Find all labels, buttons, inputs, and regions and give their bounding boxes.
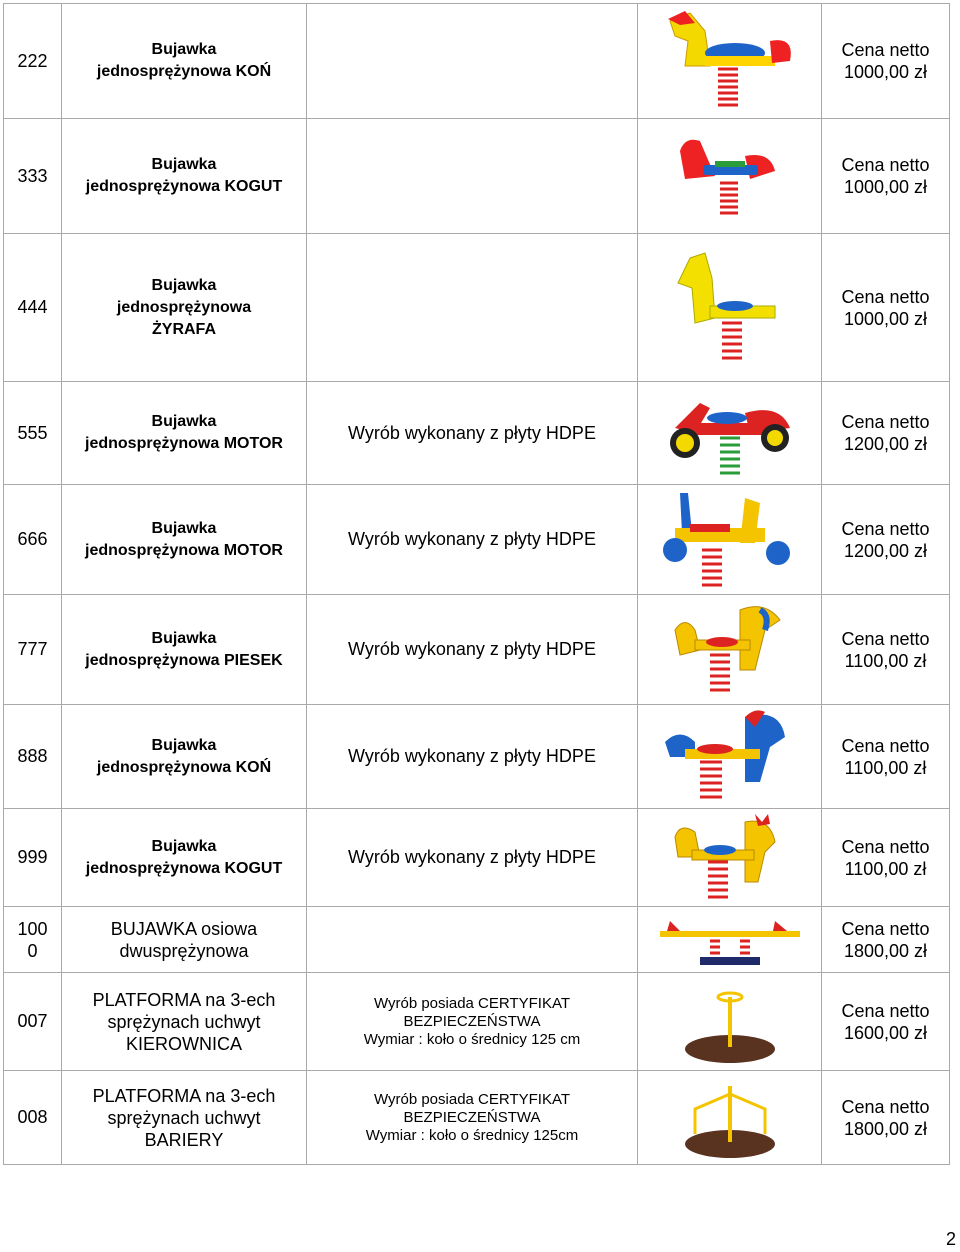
product-table xyxy=(3,3,950,1165)
price-cell xyxy=(822,1071,950,1165)
product-description: Wyrób wykonany z płyty HDPE xyxy=(307,485,638,595)
spring-rider-dog-icon xyxy=(670,600,790,700)
product-id: 333 xyxy=(4,119,62,234)
page-number: 2 xyxy=(945,1229,956,1249)
price-value: 1100,00 zł xyxy=(844,757,927,778)
product-image xyxy=(638,809,822,907)
product-id: 555 xyxy=(4,382,62,485)
table-row xyxy=(4,4,950,119)
product-description xyxy=(307,119,638,234)
product-image xyxy=(638,234,822,382)
product-description xyxy=(307,234,638,382)
table-row xyxy=(4,809,950,907)
product-image xyxy=(638,1071,822,1165)
product-description xyxy=(307,907,638,973)
price-value: 1600,00 zł xyxy=(843,1022,928,1043)
table-row xyxy=(4,1071,950,1165)
product-id: 999 xyxy=(4,809,62,907)
product-image xyxy=(638,705,822,809)
product-name-cell xyxy=(62,382,307,485)
product-name: Bujawka jednosprężynowa MOTOR xyxy=(85,413,283,452)
product-name-cell xyxy=(62,4,307,119)
price-value: 1800,00 zł xyxy=(843,1118,928,1139)
product-description: Wyrób posiada CERTYFIKAT BEZPIECZEŃSTWA Wymiar : koło o średnicy 125cm xyxy=(365,1090,579,1144)
price-label: Cena netto xyxy=(841,1000,930,1021)
product-id: 888 xyxy=(4,705,62,809)
product-image xyxy=(638,595,822,705)
price-cell xyxy=(822,485,950,595)
spring-rider-motorcycle-icon xyxy=(665,388,795,478)
product-id: 008 xyxy=(4,1071,62,1165)
price-cell xyxy=(822,4,950,119)
price-label: Cena netto xyxy=(841,918,930,939)
price-value: 1200,00 zł xyxy=(843,434,928,454)
spring-rider-rooster-icon xyxy=(670,812,790,904)
table-row xyxy=(4,705,950,809)
product-name-cell xyxy=(62,595,307,705)
product-description: Wyrób posiada CERTYFIKAT BEZPIECZEŃSTWA Wymiar : koło o średnicy 125 cm xyxy=(363,994,581,1048)
price-cell xyxy=(822,595,950,705)
product-name-cell xyxy=(62,234,307,382)
product-description-cell xyxy=(307,1071,638,1165)
spring-platform-icon xyxy=(675,977,785,1067)
price-cell xyxy=(822,119,950,234)
product-id: 100 0 xyxy=(4,907,62,973)
product-name-cell xyxy=(62,907,307,973)
table-row xyxy=(4,234,950,382)
product-name: PLATFORMA na 3-ech sprężynach uchwyt KIEROWNICA xyxy=(92,989,276,1054)
product-name: Bujawka jednosprężynowa KOGUT xyxy=(85,837,283,877)
price-label: Cena netto xyxy=(841,286,930,307)
product-name-cell xyxy=(62,705,307,809)
table-row xyxy=(4,595,950,705)
product-image xyxy=(638,4,822,119)
product-id: 007 xyxy=(4,973,62,1071)
product-image xyxy=(638,119,822,234)
spring-rider-rooster-icon xyxy=(675,131,785,221)
price-value: 1800,00 zł xyxy=(843,940,928,961)
table-row xyxy=(4,973,950,1071)
price-label: Cena netto xyxy=(841,40,930,60)
product-image xyxy=(638,382,822,485)
product-description: Wyrób wykonany z płyty HDPE xyxy=(307,382,638,485)
price-value: 1100,00 zł xyxy=(844,650,927,671)
product-description-cell xyxy=(307,973,638,1071)
product-name-cell xyxy=(62,973,307,1071)
spring-rider-motorcycle-icon xyxy=(660,488,800,592)
product-id: 666 xyxy=(4,485,62,595)
price-cell xyxy=(822,907,950,973)
product-image xyxy=(638,485,822,595)
price-cell xyxy=(822,705,950,809)
product-image xyxy=(638,973,822,1071)
product-description: Wyrób wykonany z płyty HDPE xyxy=(307,705,638,809)
price-value: 1000,00 zł xyxy=(843,62,928,82)
spring-platform-icon xyxy=(675,1074,785,1162)
price-cell xyxy=(822,382,950,485)
product-name: Bujawka jednosprężynowa KOŃ xyxy=(96,41,272,80)
product-name-cell xyxy=(62,485,307,595)
product-name-cell xyxy=(62,1071,307,1165)
product-image xyxy=(638,907,822,973)
product-id: 444 xyxy=(4,234,62,382)
product-description: Wyrób wykonany z płyty HDPE xyxy=(307,595,638,705)
product-name: Bujawka jednosprężynowa ŻYRAFA xyxy=(116,276,252,338)
product-description: Wyrób wykonany z płyty HDPE xyxy=(307,809,638,907)
price-label: Cena netto xyxy=(841,518,930,539)
product-name: BUJAWKA osiowa dwusprężynowa xyxy=(110,918,258,961)
spring-rider-giraffe-icon xyxy=(670,248,790,368)
price-value: 1100,00 zł xyxy=(844,858,927,879)
product-name: Bujawka jednosprężynowa PIESEK xyxy=(85,629,283,669)
product-name: Bujawka jednosprężynowa KOŃ xyxy=(96,736,272,776)
table-row xyxy=(4,485,950,595)
spring-rider-horse-icon xyxy=(660,707,800,807)
price-label: Cena netto xyxy=(841,1096,930,1117)
product-name-cell xyxy=(62,809,307,907)
product-name: Bujawka jednosprężynowa MOTOR xyxy=(85,519,283,559)
product-name: Bujawka jednosprężynowa KOGUT xyxy=(85,156,283,195)
price-cell xyxy=(822,234,950,382)
price-label: Cena netto xyxy=(841,735,930,756)
product-name-cell xyxy=(62,119,307,234)
price-label: Cena netto xyxy=(841,836,930,857)
price-value: 1200,00 zł xyxy=(843,540,928,561)
price-label: Cena netto xyxy=(841,412,930,432)
product-id: 777 xyxy=(4,595,62,705)
price-label: Cena netto xyxy=(841,628,930,649)
product-description xyxy=(307,4,638,119)
price-cell xyxy=(822,809,950,907)
price-value: 1000,00 zł xyxy=(843,308,928,329)
table-row xyxy=(4,382,950,485)
product-name: PLATFORMA na 3-ech sprężynach uchwyt BARIERY xyxy=(92,1085,276,1150)
price-label: Cena netto xyxy=(841,155,930,175)
spring-rider-horse-icon xyxy=(660,11,800,111)
product-id: 222 xyxy=(4,4,62,119)
table-row xyxy=(4,907,950,973)
price-cell xyxy=(822,973,950,1071)
price-value: 1000,00 zł xyxy=(843,177,928,197)
seesaw-icon xyxy=(655,911,805,969)
table-row xyxy=(4,119,950,234)
